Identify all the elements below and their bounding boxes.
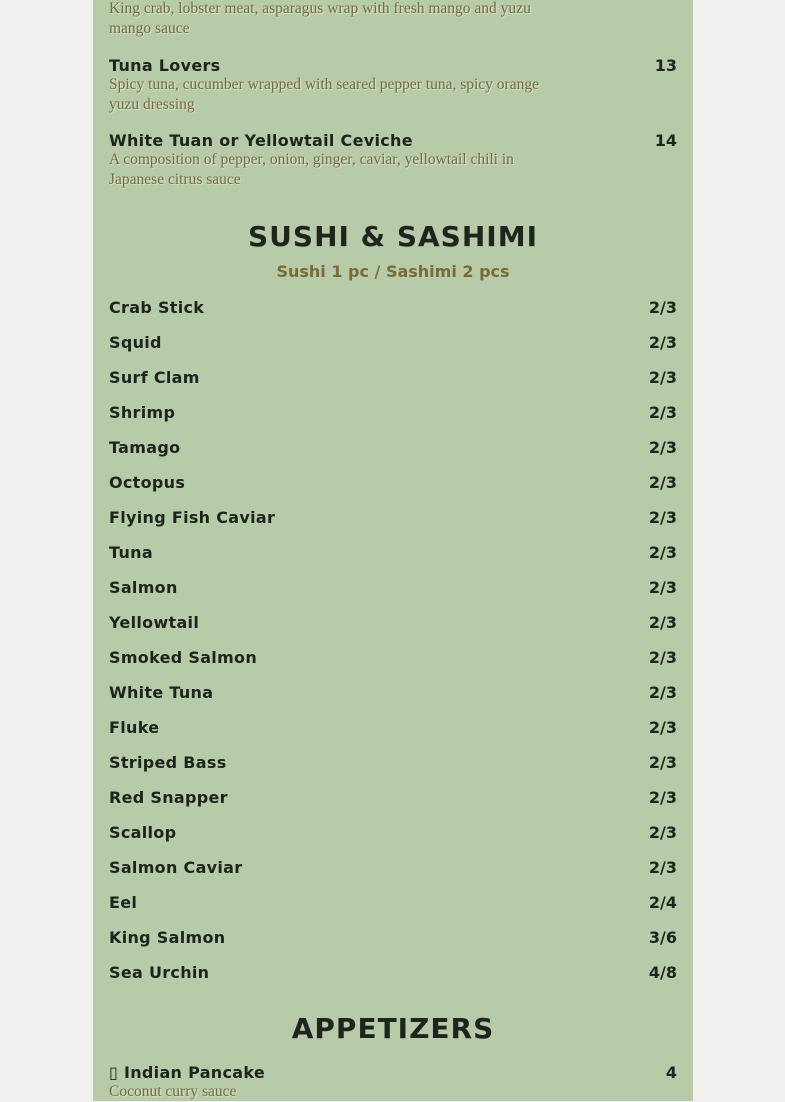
item-name: Tuna — [109, 543, 153, 562]
item-name: Striped Bass — [109, 753, 227, 772]
item-name: ▯ Indian Pancake — [109, 1063, 266, 1082]
item-price: 2/3 — [648, 613, 677, 632]
item-name: Flying Fish Caviar — [109, 508, 276, 527]
item-name: White Tuna — [109, 683, 214, 702]
item-name: Tuna Lovers — [109, 56, 221, 75]
item-name: Squid — [109, 333, 162, 352]
item-name: Scallop — [109, 823, 177, 842]
item-price: 4 — [665, 1063, 677, 1082]
item-price: 2/3 — [648, 648, 677, 667]
section-title-sushi: SUSHI & SASHIMI — [248, 220, 538, 253]
item-price: 2/3 — [648, 438, 677, 457]
item-name: Salmon — [109, 578, 178, 597]
item-name: Smoked Salmon — [109, 648, 258, 667]
item-description: A composition of pepper, onion, ginger, caviar, yellowtail chili in Japanese citrus sauce — [109, 151, 514, 188]
item-name: Yellowtail — [109, 613, 200, 632]
item-price: 2/3 — [648, 788, 677, 807]
section-subtitle-sushi: Sushi 1 pc / Sashimi 2 pcs — [276, 262, 510, 281]
item-price: 2/3 — [648, 718, 677, 737]
menu-panel — [93, 0, 693, 1101]
item-name: Surf Clam — [109, 368, 200, 387]
item-price: 2/4 — [648, 893, 677, 912]
item-price: 4/8 — [648, 963, 677, 982]
item-name: Eel — [109, 893, 138, 912]
item-price: 2/3 — [648, 578, 677, 597]
item-price: 2/3 — [648, 368, 677, 387]
item-price: 2/3 — [648, 543, 677, 562]
item-description: Spicy tuna, cucumber wrapped with seared pepper tuna, spicy orange yuzu dressing — [109, 76, 539, 113]
item-price: 3/6 — [648, 928, 677, 947]
item-name: Crab Stick — [109, 298, 205, 317]
item-price: 2/3 — [648, 753, 677, 772]
item-price: 2/3 — [648, 298, 677, 317]
item-name: Salmon Caviar — [109, 858, 243, 877]
item-price: 2/3 — [648, 823, 677, 842]
item-name: Fluke — [109, 718, 160, 737]
item-name: Shrimp — [109, 403, 176, 422]
item-price: 14 — [654, 131, 677, 150]
item-name: White Tuan or Yellowtail Ceviche — [109, 131, 413, 150]
item-price: 2/3 — [648, 683, 677, 702]
item-name: Red Snapper — [109, 788, 228, 807]
item-name: Sea Urchin — [109, 963, 210, 982]
item-name: Octopus — [109, 473, 186, 492]
item-price: 13 — [654, 56, 677, 75]
section-title-appetizers: APPETIZERS — [291, 1012, 495, 1045]
item-price: 2/3 — [648, 333, 677, 352]
item-price: 2/3 — [648, 508, 677, 527]
item-name: Tamago — [109, 438, 181, 457]
item-description: King crab, lobster meat, asparagus wrap with fresh mango and yuzu mango sauce — [109, 0, 531, 37]
item-price: 2/3 — [648, 858, 677, 877]
item-name: King Salmon — [109, 928, 226, 947]
item-description: Coconut curry sauce — [109, 1083, 237, 1100]
item-price: 2/3 — [648, 473, 677, 492]
item-price: 2/3 — [648, 403, 677, 422]
